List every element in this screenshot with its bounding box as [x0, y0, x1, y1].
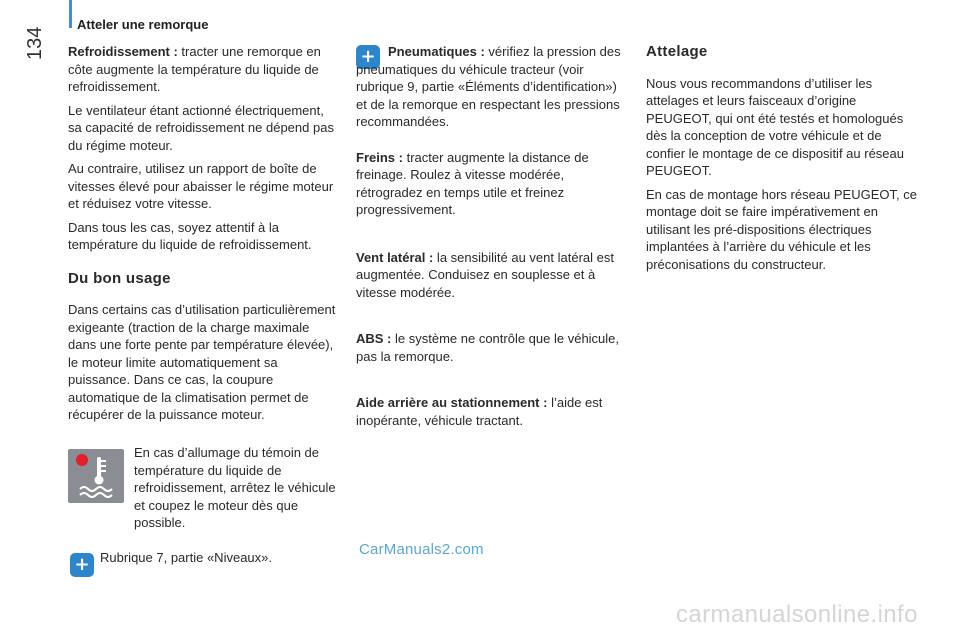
- watermark-carmanualsonline: carmanualsonline.info: [676, 601, 918, 628]
- watermark-carmanuals2: CarManuals2.com: [359, 541, 484, 558]
- section-title: Atteler une remorque: [77, 17, 209, 32]
- column-right: [646, 43, 921, 279]
- column-middle: [356, 43, 624, 435]
- tyres-label: Pneumatiques :: [388, 44, 485, 59]
- plus-info-icon[interactable]: +: [70, 553, 94, 577]
- wind-label: Vent latéral :: [356, 249, 434, 265]
- parking-text: l’aide est inopérante, véhicule tractant.: [356, 395, 603, 428]
- abs-paragraph: [356, 330, 624, 365]
- gear-paragraph: Au contraire, utilisez un rapport de boîte de vitesses élevé pour abaisser le régime moteur et réduisez votre vitesse.: [68, 161, 334, 211]
- column-left: [68, 43, 340, 430]
- parking-label: Aide arrière au stationnement :: [356, 395, 548, 410]
- brakes-text: tracter augmente la distance de freinage. Roulez à vitesse modérée, rétrogradez en temps utile et freinez progressivement.: [356, 149, 589, 217]
- brakes-paragraph: [356, 149, 624, 219]
- attention-paragraph: Dans tous les cas, soyez attentif à la température du liquide de refroidissement.: [68, 219, 312, 252]
- cooling-text: tracter une remorque en côte augmente la température du liquide de refroidissement.: [68, 44, 321, 94]
- tyres-paragraph: [356, 43, 624, 131]
- coolant-temperature-warning-icon: [68, 449, 124, 503]
- towing-heading: Attelage: [646, 43, 708, 60]
- tyres-text: vérifiez la pression des pneumatiques du véhicule tracteur (voir rubrique 9, partie «Éléments d’identification») et de la remorque en respectant les pressions recommandées.: [356, 44, 621, 129]
- towing-outside-network: En cas de montage hors réseau PEUGEOT, ce montage doit se faire impérativement en utilisant les pré-dispositions électriques implantées à l’arrière du véhicule et les préconisations du constructeur.: [646, 186, 917, 272]
- warning-note: En cas d’allumage du témoin de température du liquide de refroidissement, arrêtez le véhicule et coupez le moteur dès que possible.: [134, 445, 336, 530]
- parking-paragraph: [356, 394, 624, 429]
- usage-paragraph: Dans certains cas d’utilisation particulièrement exigeante (traction de la charge maximale dans une forte pente par température élevée), le moteur limite automatiquement sa puissance. Dans ce cas, la coupure automatique de la climatisation permet de récupérer de la puissance moteur.: [68, 302, 336, 422]
- fan-paragraph: Le ventilateur étant actionné électriquement, sa capacité de refroidissement ne dépend pas du régime moteur.: [68, 102, 334, 153]
- abs-label: ABS :: [356, 331, 392, 346]
- reference-note: Rubrique 7, partie «Niveaux».: [100, 550, 272, 565]
- cooling-label: Refroidissement :: [68, 44, 178, 59]
- abs-text: le système ne contrôle que le véhicule, pas la remorque.: [356, 331, 620, 364]
- page-number: 134: [24, 26, 46, 60]
- wind-paragraph: [356, 249, 624, 302]
- wind-text: la sensibilité au vent latéral est augmentée. Conduisez en souplesse et à vitesse modérée.: [356, 249, 614, 300]
- cooling-paragraph: [68, 43, 340, 96]
- plus-info-icon[interactable]: +: [356, 45, 380, 69]
- brakes-label: Freins :: [356, 149, 403, 165]
- section-accent-bar: [69, 0, 72, 28]
- usage-heading: Du bon usage: [68, 269, 171, 287]
- towing-recommendation: Nous vous recommandons d’utiliser les attelages et leurs faisceaux d’origine PEUGEOT, qui ont été testés et homologués dès la conception de votre véhicule et de confier le montage de ce dispositif au réseau PEUGEOT.: [646, 75, 904, 178]
